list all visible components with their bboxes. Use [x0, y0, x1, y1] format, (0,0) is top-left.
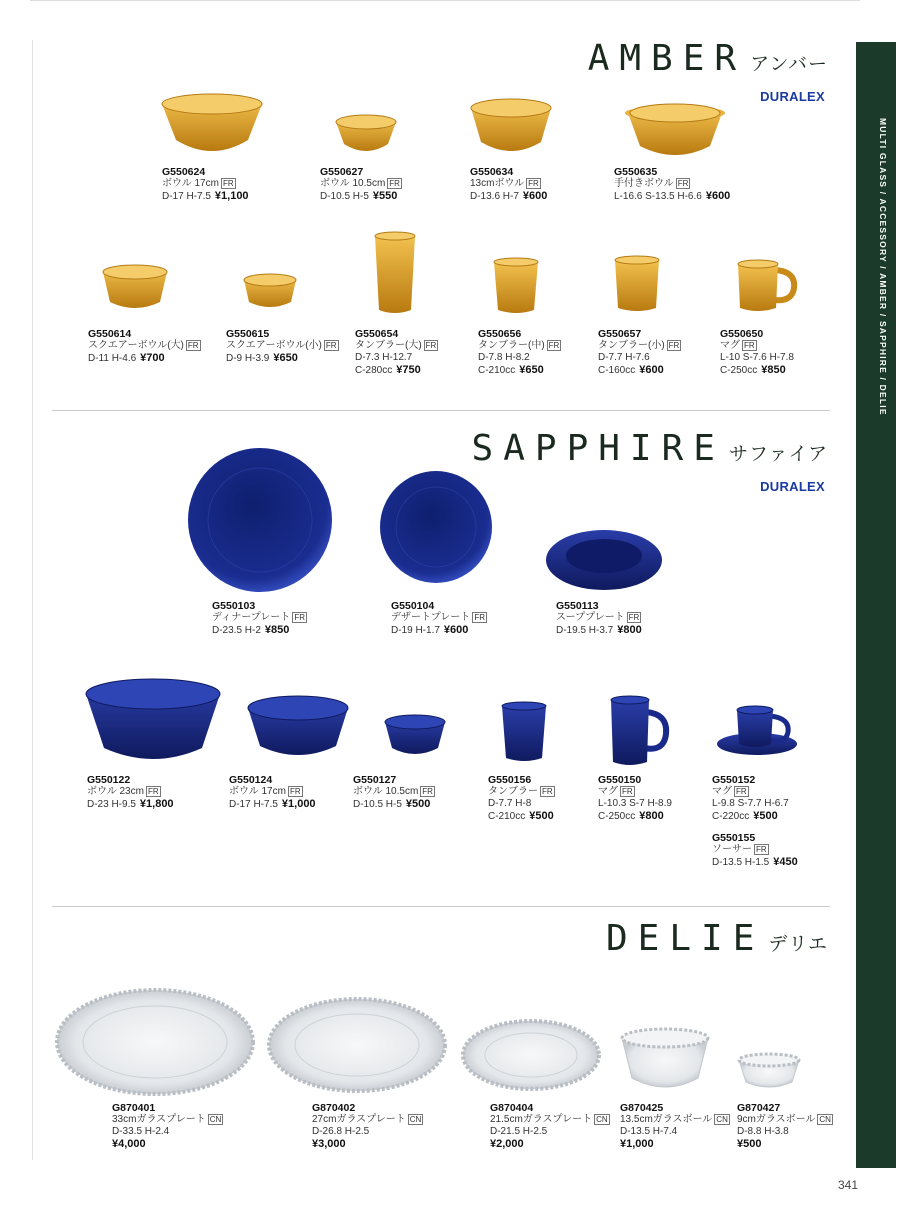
product-capacity: C-250cc [598, 811, 636, 822]
product-price: ¥850 [264, 624, 290, 636]
product-price: ¥4,000 [112, 1138, 146, 1150]
product-dimensions: D-10.5 H-5 [353, 799, 402, 810]
page-number: 341 [838, 1178, 859, 1192]
product-name: タンブラー(小) [598, 340, 665, 351]
product-code: G550615 [226, 328, 270, 340]
origin-tag: CN [716, 1115, 728, 1124]
product-price: ¥500 [405, 798, 431, 810]
delie-plate-33cm-image [57, 990, 253, 1094]
product-name: 13cmボウル [470, 178, 525, 189]
product-code: G550635 [614, 166, 658, 178]
delie-plate-21cm-image [463, 1021, 599, 1089]
origin-tag: FR [289, 787, 301, 796]
product-price: ¥700 [140, 352, 165, 364]
product-dimensions: D-19 H-1.7 [391, 625, 440, 636]
product-name: 21.5cmガラスプレート [490, 1114, 593, 1125]
product-dimensions: D-13.5 H-1.5 [712, 857, 770, 868]
product-capacity: C-210cc [488, 811, 526, 822]
sapphire-mug-saucer-image [717, 706, 797, 755]
origin-tag: FR [325, 341, 337, 350]
product-dimensions: D-7.3 H-12.7 [355, 352, 413, 363]
section-divider [52, 410, 830, 411]
product-code: G550627 [320, 166, 364, 178]
origin-tag: FR [677, 179, 689, 188]
product-code: G550654 [355, 328, 399, 340]
product-item [312, 1102, 423, 1150]
delie-bowl-13cm-image [622, 1029, 708, 1087]
product-name: ディナープレート [212, 612, 291, 623]
amber-bowl-13cm-image [471, 99, 551, 151]
product-dimensions: D-13.5 H-7.4 [620, 1126, 678, 1137]
origin-tag: FR [628, 613, 640, 622]
product-item [320, 166, 402, 203]
product-name: 33cmガラスプレート [112, 1114, 206, 1125]
amber-bowl-10cm-image [336, 115, 396, 151]
product-capacity: C-250cc [720, 365, 758, 376]
product-dimensions: D-23 H-9.5 [87, 799, 136, 810]
sapphire-mug-large-image [611, 696, 666, 765]
origin-tag: FR [422, 787, 433, 796]
product-code: G550156 [488, 774, 532, 786]
delie-title-en: DELIE [606, 918, 765, 959]
product-price: ¥650 [519, 364, 544, 376]
product-price: ¥550 [372, 190, 398, 202]
product-code: G550650 [720, 328, 764, 340]
product-name: 9cmガラスボール [737, 1114, 816, 1125]
product-code: G550150 [598, 774, 642, 786]
product-dimensions: D-9 H-3.9 [226, 353, 270, 364]
origin-tag: CN [596, 1115, 608, 1124]
product-code: G550634 [470, 166, 514, 178]
product-name: 手付きボウル [614, 178, 674, 189]
delie-section-title [606, 918, 828, 959]
product-item [620, 1102, 730, 1150]
product-item [162, 166, 249, 203]
product-capacity: C-160cc [598, 365, 636, 376]
amber-title-jp: アンバー [750, 53, 828, 75]
product-code: G550152 [712, 774, 756, 786]
product-name: 27cmガラスプレート [312, 1114, 406, 1125]
product-price: ¥500 [737, 1138, 762, 1150]
amber-mug-image [738, 260, 794, 311]
product-code: G870427 [737, 1102, 781, 1114]
amber-square-bowl-large-image [103, 265, 167, 308]
product-name: ボウル 10.5cm [320, 178, 386, 189]
product-capacity: C-280cc [355, 365, 393, 376]
origin-tag: FR [389, 179, 400, 188]
product-item [737, 1102, 833, 1150]
sapphire-tumbler-image [502, 702, 546, 761]
origin-tag: FR [474, 613, 485, 622]
product-dimensions: D-11 H-4.6 [88, 353, 137, 364]
product-code: G550127 [353, 774, 397, 786]
product-price: ¥500 [753, 810, 778, 822]
product-price: ¥750 [396, 364, 421, 376]
amber-tumbler-medium-image [494, 258, 538, 313]
amber-section-title [588, 38, 828, 79]
product-code: G870402 [312, 1102, 356, 1114]
amber-bowl-17cm-image [162, 94, 262, 151]
product-price: ¥800 [617, 624, 642, 636]
sapphire-dessert-plate-image [380, 471, 492, 583]
product-name: ボウル 17cm [162, 178, 219, 189]
product-price: ¥850 [761, 364, 786, 376]
product-item [87, 774, 174, 811]
sapphire-brand-logo: DURALEX [760, 479, 825, 494]
product-item [712, 774, 789, 823]
origin-tag: CN [819, 1115, 831, 1124]
product-price: ¥3,000 [312, 1138, 346, 1150]
product-name: マグ [712, 786, 732, 797]
product-dimensions: D-21.5 H-2.5 [490, 1126, 548, 1137]
amber-tumbler-small-image [615, 256, 659, 311]
product-name: マグ [598, 786, 618, 797]
product-name: ボウル 10.5cm [353, 786, 419, 797]
product-capacity: C-220cc [712, 811, 750, 822]
product-dimensions: D-19.5 H-3.7 [556, 625, 614, 636]
product-item [712, 832, 798, 869]
sapphire-section-title [472, 428, 828, 469]
sapphire-bowl-10cm-image [385, 715, 445, 754]
product-item [490, 1102, 610, 1150]
product-name: タンブラー(中) [478, 340, 545, 351]
product-code: G550657 [598, 328, 642, 340]
product-code: G870404 [490, 1102, 534, 1114]
product-dimensions: L-9.8 S-7.7 H-6.7 [712, 798, 789, 809]
product-dimensions: D-17 H-7.5 [229, 799, 278, 810]
product-price: ¥600 [639, 364, 664, 376]
product-price: ¥1,100 [214, 190, 249, 202]
origin-tag: FR [425, 341, 437, 350]
origin-tag: FR [294, 613, 305, 622]
product-item [353, 774, 435, 811]
product-code: G550624 [162, 166, 206, 178]
origin-tag: FR [756, 845, 767, 854]
product-dimensions: D-13.6 H-7 [470, 191, 519, 202]
product-code: G550104 [391, 600, 435, 612]
product-name: スクエアーボウル(小) [226, 340, 322, 351]
product-code: G550155 [712, 832, 756, 844]
product-price: ¥450 [773, 856, 798, 868]
product-price: ¥800 [639, 810, 664, 822]
delie-plate-27cm-image [269, 999, 445, 1091]
origin-tag: FR [147, 787, 159, 796]
product-item [478, 328, 561, 377]
product-item [112, 1102, 223, 1150]
product-item [470, 166, 547, 203]
product-code: G870425 [620, 1102, 664, 1114]
product-item [598, 328, 681, 377]
product-name: タンブラー [488, 786, 538, 797]
product-dimensions: D-26.8 H-2.5 [312, 1126, 370, 1137]
sapphire-bowl-17cm-image [248, 696, 348, 755]
amber-handled-bowl-image [625, 104, 725, 155]
product-dimensions: D-33.5 H-2.4 [112, 1126, 170, 1137]
product-code: G550124 [229, 774, 273, 786]
amber-title-en: AMBER [587, 38, 747, 79]
delie-bowl-9cm-image [739, 1054, 799, 1087]
sapphire-title-en: SAPPHIRE [471, 428, 725, 469]
product-item [488, 774, 555, 823]
product-price: ¥1,800 [139, 798, 174, 810]
origin-tag: CN [209, 1115, 222, 1124]
product-dimensions: L-10 S-7.6 H-7.8 [720, 352, 794, 363]
origin-tag: FR [542, 787, 553, 796]
sapphire-bowl-23cm-image [86, 679, 220, 759]
product-capacity: C-210cc [478, 365, 516, 376]
origin-tag: FR [668, 341, 680, 350]
product-name: ボウル 17cm [229, 786, 286, 797]
product-price: ¥600 [522, 190, 548, 202]
product-name: ソーサー [712, 844, 752, 855]
product-dimensions: L-10.3 S-7 H-8.9 [598, 798, 672, 809]
origin-tag: FR [622, 787, 633, 796]
product-item [720, 328, 794, 377]
section-divider [52, 906, 830, 907]
product-dimensions: D-17 H-7.5 [162, 191, 211, 202]
product-price: ¥600 [705, 190, 731, 202]
product-item [598, 774, 672, 823]
sidebar-category-text: MULTI GLASS / ACCESSORY / AMBER / SAPPHIRE / DELIE [878, 118, 888, 416]
product-dimensions: D-7.8 H-8.2 [478, 352, 530, 363]
product-name: マグ [720, 340, 740, 351]
product-name: タンブラー(大) [355, 340, 422, 351]
delie-title-jp: デリエ [768, 933, 828, 955]
product-price: ¥2,000 [490, 1138, 524, 1150]
product-dimensions: D-7.7 H-7.6 [598, 352, 650, 363]
product-code: G550614 [88, 328, 132, 340]
sapphire-dinner-plate-image [188, 448, 332, 592]
amber-tumbler-large-image [375, 232, 415, 313]
product-item [556, 600, 642, 637]
product-item [355, 328, 438, 377]
amber-brand-logo: DURALEX [760, 89, 825, 104]
origin-tag: FR [548, 341, 560, 350]
product-name: ボウル 23cm [87, 786, 144, 797]
product-dimensions: D-23.5 H-2 [212, 625, 261, 636]
product-item [88, 328, 201, 365]
sapphire-soup-plate-image [546, 530, 662, 590]
origin-tag: FR [222, 179, 234, 188]
origin-tag: FR [528, 179, 539, 188]
product-item [229, 774, 316, 811]
origin-tag: CN [409, 1115, 422, 1124]
product-item [212, 600, 307, 637]
origin-tag: FR [187, 341, 199, 350]
product-code: G550122 [87, 774, 131, 786]
product-price: ¥1,000 [281, 798, 316, 810]
product-price: ¥1,000 [620, 1138, 654, 1150]
product-name: デザートプレート [391, 612, 471, 623]
product-name: スーププレート [556, 612, 625, 623]
product-code: G550113 [556, 600, 599, 612]
product-item [391, 600, 487, 637]
amber-square-bowl-small-image [244, 274, 296, 307]
product-price: ¥650 [273, 352, 298, 364]
origin-tag: FR [736, 787, 747, 796]
product-dimensions: D-7.7 H-8 [488, 798, 532, 809]
product-name: スクエアーボウル(大) [88, 340, 184, 351]
product-item [614, 166, 730, 203]
sapphire-title-jp: サファイア [728, 443, 828, 465]
product-dimensions: D-10.5 H-5 [320, 191, 369, 202]
product-price: ¥600 [443, 624, 469, 636]
product-item [226, 328, 339, 365]
product-dimensions: D-8.8 H-3.8 [737, 1126, 789, 1137]
product-dimensions: L-16.6 S-13.5 H-6.6 [614, 191, 702, 202]
product-name: 13.5cmガラスボール [620, 1114, 713, 1125]
product-code: G550103 [212, 600, 256, 612]
product-code: G870401 [112, 1102, 156, 1114]
product-price: ¥500 [529, 810, 554, 822]
origin-tag: FR [744, 341, 755, 350]
product-code: G550656 [478, 328, 522, 340]
